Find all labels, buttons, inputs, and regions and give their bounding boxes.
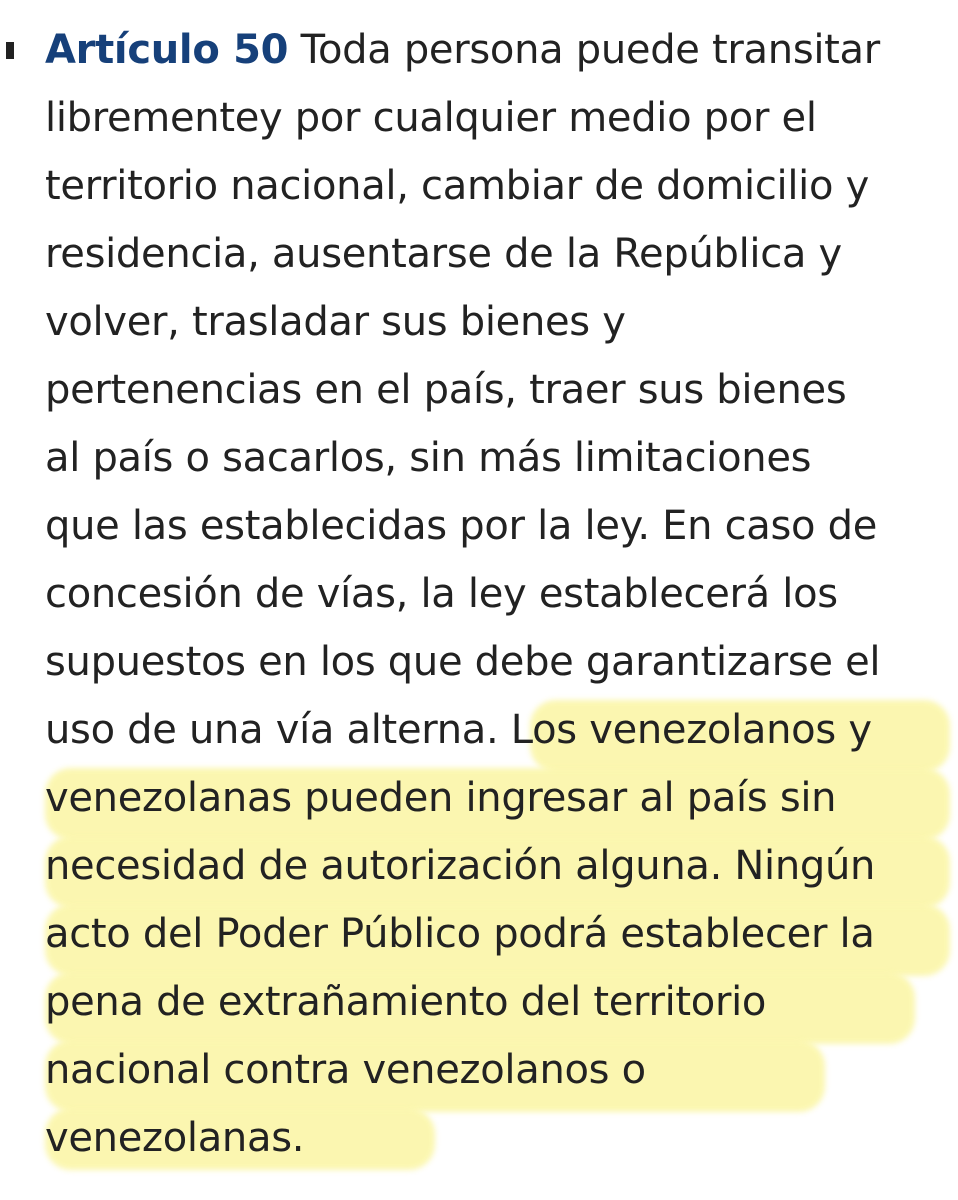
article-line: territorio nacional, cambiar de domicilio y: [45, 163, 869, 209]
article-line: necesidad de autorización alguna. Ningún: [45, 843, 876, 889]
article-line: concesión de vías, la ley establecerá los: [45, 571, 838, 617]
article-label: Artículo 50: [45, 27, 289, 73]
article-line: venezolanas.: [45, 1115, 305, 1161]
list-bullet: [6, 42, 14, 59]
article-line: uso de una vía alterna. Los venezolanos y: [45, 707, 872, 753]
article-line: venezolanas pueden ingresar al país sin: [45, 775, 837, 821]
article-line: [45, 16, 880, 84]
article-line: que las establecidas por la ley. En caso de: [45, 503, 878, 549]
article-line: residencia, ausentarse de la República y: [45, 231, 842, 277]
article-first-line: Toda persona puede transitar: [288, 27, 880, 73]
article-line: volver, trasladar sus bienes y: [45, 299, 626, 345]
article-line: supuestos en los que debe garantizarse el: [45, 639, 881, 685]
article-line: al país o sacarlos, sin más limitaciones: [45, 435, 812, 481]
article-line: acto del Poder Público podrá establecer la: [45, 911, 875, 957]
article-line: pena de extrañamiento del territorio: [45, 979, 767, 1025]
article-line: librementey por cualquier medio por el: [45, 95, 817, 141]
article-line: nacional contra venezolanos o: [45, 1047, 646, 1093]
article-line: pertenencias en el país, traer sus bienes: [45, 367, 847, 413]
